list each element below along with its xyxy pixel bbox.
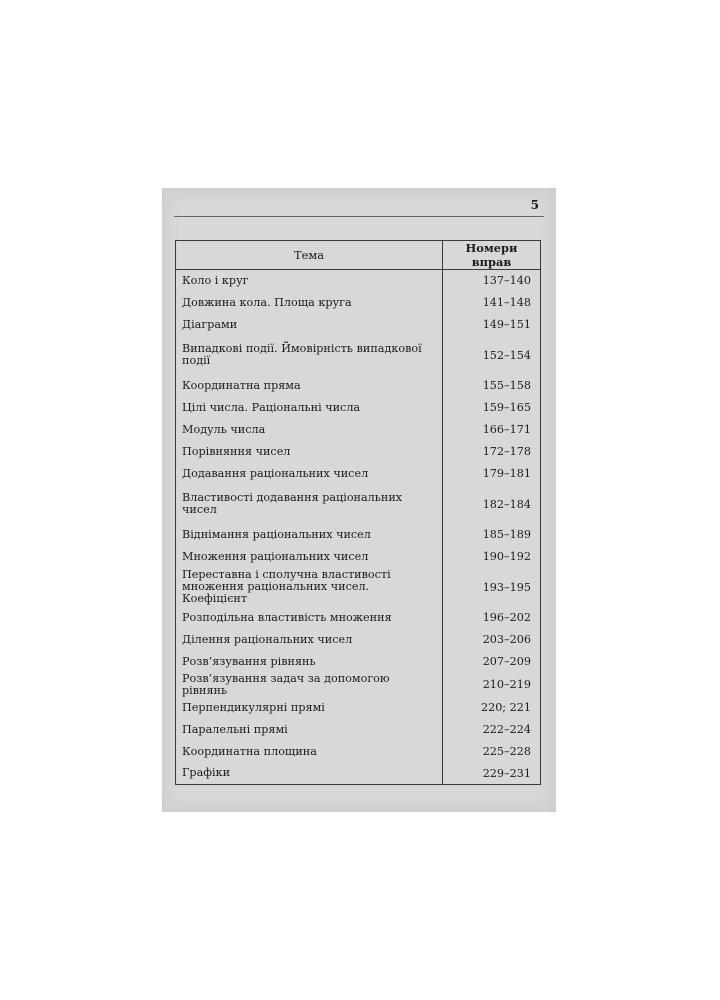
table-row xyxy=(176,292,541,314)
topic-cell: Ділення раціональних чисел xyxy=(176,629,443,651)
topic-cell: Модуль числа xyxy=(176,419,443,441)
exercises-cell: 196–202 xyxy=(443,607,541,629)
topic-cell: Паралельні прямі xyxy=(176,719,443,741)
topic-cell: Довжина кола. Площа круга xyxy=(176,292,443,314)
header-topic: Тема xyxy=(176,241,443,270)
exercises-cell: 137–140 xyxy=(443,270,541,292)
exercises-cell: 159–165 xyxy=(443,397,541,419)
exercises-cell: 152–154 xyxy=(443,336,541,375)
exercises-cell: 207–209 xyxy=(443,651,541,673)
table-row xyxy=(176,314,541,336)
table-row xyxy=(176,697,541,719)
topic-cell: Розв’язування задач за допомогою рівнянь xyxy=(176,673,443,697)
table-row xyxy=(176,524,541,546)
exercises-cell: 182–184 xyxy=(443,485,541,524)
table-row xyxy=(176,719,541,741)
exercises-cell: 166–171 xyxy=(443,419,541,441)
table-row xyxy=(176,441,541,463)
topic-cell: Віднімання раціональних чисел xyxy=(176,524,443,546)
topic-cell: Додавання раціональних чисел xyxy=(176,463,443,485)
book-page xyxy=(162,188,556,812)
exercises-cell: 203–206 xyxy=(443,629,541,651)
topic-cell: Розв’язування рівнянь xyxy=(176,651,443,673)
exercises-cell: 190–192 xyxy=(443,546,541,568)
exercises-cell: 210–219 xyxy=(443,673,541,697)
exercises-cell: 225–228 xyxy=(443,741,541,763)
table-row xyxy=(176,546,541,568)
table-row xyxy=(176,397,541,419)
header-exercises: Номери вправ xyxy=(443,241,541,270)
topic-cell: Випадкові події. Ймовірність випадкової події xyxy=(176,336,443,375)
topic-cell: Діаграми xyxy=(176,314,443,336)
table-row xyxy=(176,629,541,651)
table-row xyxy=(176,463,541,485)
topic-cell: Перпендикулярні прямі xyxy=(176,697,443,719)
topic-cell: Графіки xyxy=(176,763,443,785)
topic-cell: Порівняння чисел xyxy=(176,441,443,463)
exercises-cell: 141–148 xyxy=(443,292,541,314)
topic-cell: Множення раціональних чисел xyxy=(176,546,443,568)
table-row xyxy=(176,419,541,441)
header-rule xyxy=(174,216,544,217)
table-row xyxy=(176,568,541,607)
page-number: 5 xyxy=(530,198,539,212)
topic-cell: Розподільна властивість множення xyxy=(176,607,443,629)
exercises-cell: 229–231 xyxy=(443,763,541,785)
exercises-cell: 222–224 xyxy=(443,719,541,741)
topic-cell: Коло і круг xyxy=(176,270,443,292)
table-row xyxy=(176,673,541,697)
table-row xyxy=(176,336,541,375)
topic-cell: Властивості додавання раціональних чисел xyxy=(176,485,443,524)
exercises-cell: 179–181 xyxy=(443,463,541,485)
exercises-cell: 193–195 xyxy=(443,568,541,607)
topic-cell: Координатна площина xyxy=(176,741,443,763)
exercises-cell: 185–189 xyxy=(443,524,541,546)
exercises-cell: 172–178 xyxy=(443,441,541,463)
table-row xyxy=(176,651,541,673)
table-row xyxy=(176,607,541,629)
topic-cell: Координатна пряма xyxy=(176,375,443,397)
table-row xyxy=(176,763,541,785)
contents-table-body xyxy=(176,270,541,785)
table-header-row xyxy=(176,241,541,270)
table-row xyxy=(176,375,541,397)
exercises-cell: 155–158 xyxy=(443,375,541,397)
topic-cell: Переставна і сполучна властивості множення раціональних чисел. Коефіцієнт xyxy=(176,568,443,607)
table-row xyxy=(176,485,541,524)
topic-cell: Цілі числа. Раціональні числа xyxy=(176,397,443,419)
exercises-cell: 149–151 xyxy=(443,314,541,336)
contents-table xyxy=(175,240,541,785)
exercises-cell: 220; 221 xyxy=(443,697,541,719)
table-row xyxy=(176,270,541,292)
table-row xyxy=(176,741,541,763)
